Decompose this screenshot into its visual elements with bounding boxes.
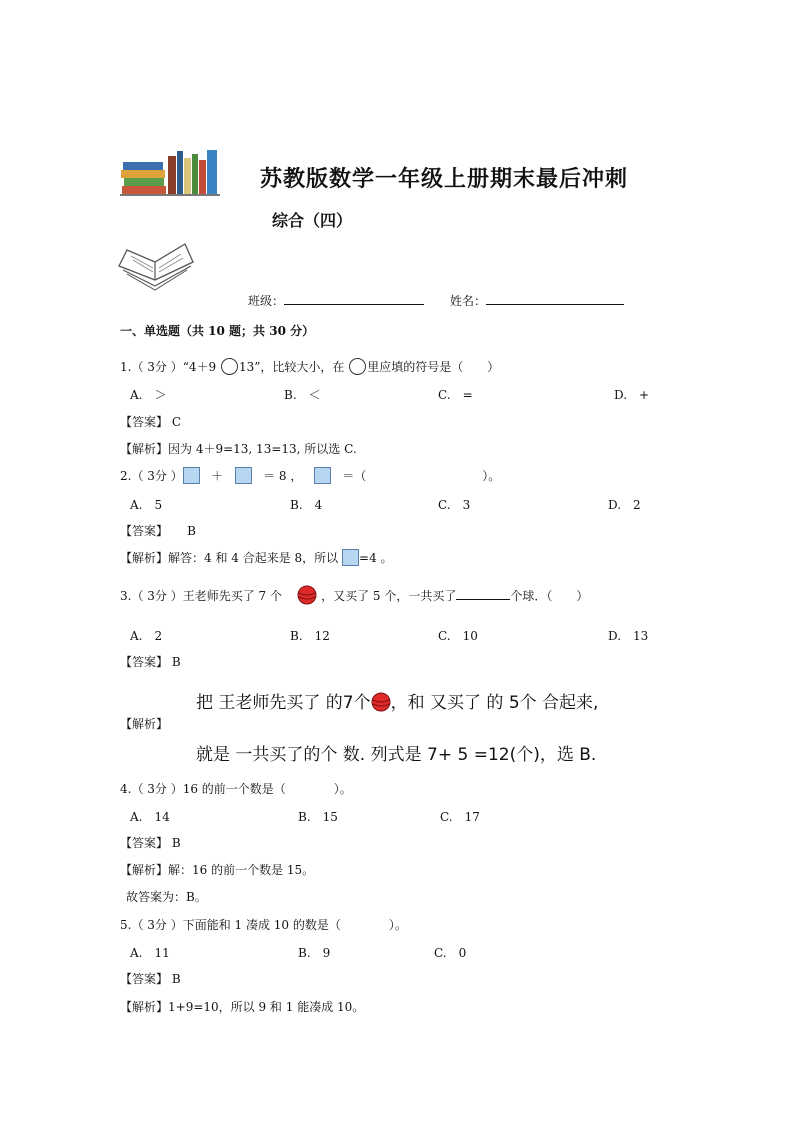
analysis-3-line-1 — [196, 688, 598, 713]
answer-label: 【答案】 — [120, 415, 169, 429]
question-3-stem — [120, 585, 588, 605]
answer-label: 【答案】 — [120, 655, 169, 669]
analysis-label: 【解析】 — [120, 1000, 169, 1014]
equation-text: ）。 — [482, 469, 501, 483]
red-ball-icon — [371, 692, 391, 712]
stem-text: 王老师先买了 7 个 — [182, 589, 282, 603]
circle-blank-icon — [349, 358, 366, 375]
analysis-text: 解答：4 和 4 合起来是 8，所以 — [168, 551, 339, 565]
document-title: 苏教版数学一年级上册期末最后冲刺 — [260, 166, 629, 192]
answer-5 — [120, 970, 181, 987]
stem-text: “4＋9 — [182, 360, 217, 374]
answer-4 — [120, 834, 181, 851]
option-c: C. 3 — [438, 498, 471, 512]
question-1-stem — [120, 358, 499, 375]
option-a: A. 2 — [130, 629, 163, 643]
open-book-image — [115, 236, 197, 296]
name-field — [450, 292, 624, 309]
analysis-5 — [120, 998, 364, 1015]
question-number: 2. — [120, 469, 132, 483]
option-b: B. 12 — [290, 629, 330, 643]
analysis-text: ，和 又买了 的 5个 合起来, — [390, 693, 599, 713]
analysis-label: 【解析】 — [120, 717, 169, 731]
answer-value: B — [171, 836, 181, 850]
answer-2 — [120, 522, 196, 539]
question-score: （ 3分 ） — [131, 782, 183, 796]
equation-text: ＝ 8 ， — [263, 469, 303, 483]
analysis-text: 把 王老师先买了 的7个 — [196, 693, 371, 713]
question-score: （ 3分 ） — [131, 589, 183, 603]
question-5-stem — [120, 916, 407, 933]
question-score: （ 3分 ） — [131, 360, 183, 374]
analysis-text: =4 。 — [359, 551, 393, 565]
option-c: C. 10 — [438, 629, 478, 643]
question-score: （ 3分 ） — [131, 918, 183, 932]
answer-value: C — [171, 415, 182, 429]
circle-blank-icon — [221, 358, 238, 375]
question-number: 5. — [120, 918, 132, 932]
analysis-text: 因为 4＋9=13, 13=13, 所以选 C. — [168, 442, 357, 456]
plus-sign: ＋ — [211, 469, 224, 483]
stem-text: 16 的前一个数是（ ）。 — [182, 782, 352, 796]
option-d: D. 2 — [608, 498, 641, 512]
option-a: A. 5 — [130, 498, 163, 512]
option-b: B. 9 — [298, 946, 331, 960]
analysis-label: 【解析】 — [120, 863, 169, 877]
answer-value: B — [187, 524, 196, 538]
analysis-text: 解：16 的前一个数是 15。 — [168, 863, 315, 877]
question-number: 1. — [120, 360, 132, 374]
square-blank-icon — [183, 467, 200, 484]
answer-3 — [120, 653, 181, 670]
fill-blank — [456, 599, 510, 600]
answer-label: 【答案】 — [120, 836, 169, 850]
analysis-1 — [120, 440, 357, 457]
conclusion-4: 故答案为：B。 — [126, 890, 207, 904]
red-ball-icon — [297, 585, 317, 605]
option-d: D. + — [614, 388, 650, 402]
answer-label: 【答案】 — [120, 524, 169, 538]
books-stack-image — [120, 148, 220, 196]
stem-text: 里应填的符号是（ ） — [367, 360, 500, 374]
stem-text: ，又买了 5 个，一共买了 — [321, 589, 457, 603]
name-blank — [486, 304, 624, 305]
option-b: B. 15 — [298, 810, 338, 824]
option-a: A. 14 — [130, 810, 170, 824]
answer-value: B — [171, 972, 181, 986]
analysis-text: 1+9=10，所以 9 和 1 能凑成 10。 — [168, 1000, 365, 1014]
class-blank — [284, 304, 424, 305]
question-4-stem — [120, 780, 352, 797]
analysis-label: 【解析】 — [120, 442, 169, 456]
name-label: 姓名： — [450, 294, 487, 308]
analysis-4 — [120, 861, 314, 878]
answer-value: B — [171, 655, 181, 669]
question-number: 4. — [120, 782, 132, 796]
answer-label: 【答案】 — [120, 972, 169, 986]
option-b: B. 4 — [290, 498, 323, 512]
class-label: 班级： — [248, 294, 285, 308]
option-c: C. = — [438, 388, 473, 402]
option-b: B. ＜ — [284, 388, 321, 402]
analysis-2 — [120, 549, 393, 566]
answer-1 — [120, 413, 181, 430]
question-2-stem — [120, 467, 500, 484]
square-blank-icon — [342, 549, 359, 566]
square-blank-icon — [235, 467, 252, 484]
analysis-label: 【解析】 — [120, 551, 169, 565]
equation-text: ＝（ — [342, 469, 367, 483]
option-a: A. 11 — [130, 946, 170, 960]
stem-text: 13”，比较大小，在 — [238, 360, 345, 374]
question-score: （ 3分 ） — [131, 469, 183, 483]
option-d: D. 13 — [608, 629, 649, 643]
stem-text: 个球．（ ） — [510, 589, 589, 603]
square-blank-icon — [314, 467, 331, 484]
document-subtitle: 综合（四） — [272, 211, 353, 230]
analysis-3-line-2: 就是 一共买了的个 数. 列式是 7+ 5 =12(个)，选 B. — [196, 745, 597, 765]
stem-text: 下面能和 1 凑成 10 的数是（ ）。 — [182, 918, 407, 932]
option-c: C. 17 — [440, 810, 480, 824]
option-c: C. 0 — [434, 946, 467, 960]
section-heading: 一、单选题（共 10 题；共 30 分） — [120, 324, 315, 338]
class-field — [248, 292, 424, 309]
question-number: 3. — [120, 589, 132, 603]
option-a: A. ＞ — [130, 388, 167, 402]
